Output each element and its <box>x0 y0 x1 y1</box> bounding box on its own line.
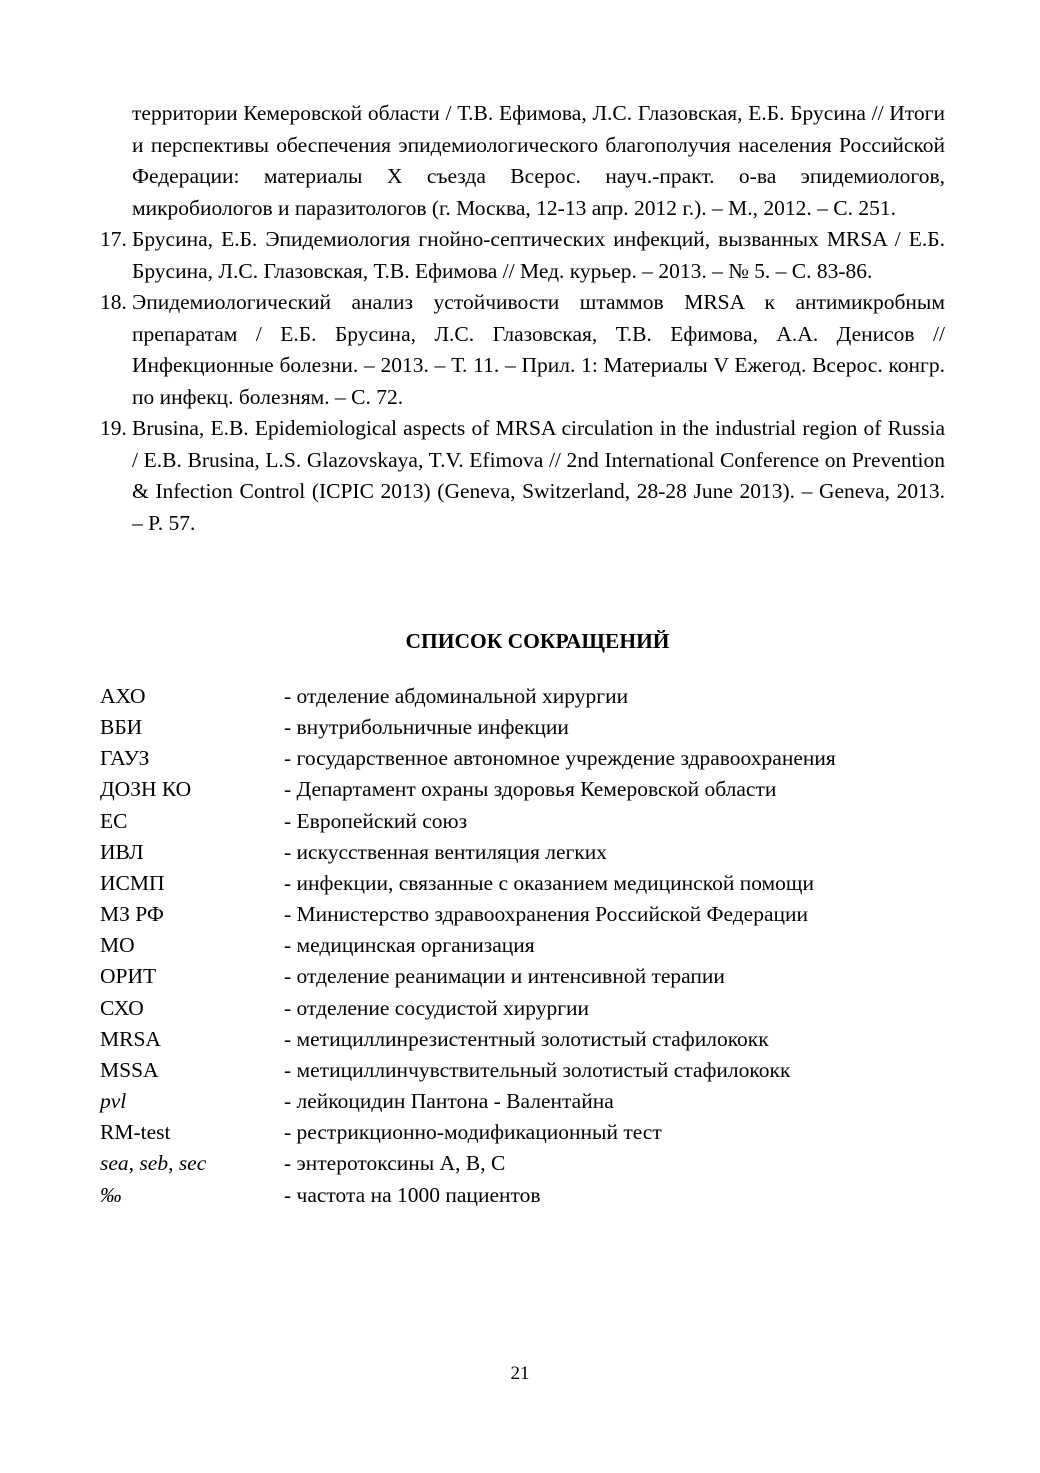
reference-item <box>100 287 945 413</box>
reference-text: Брусина, Е.Б. Эпидемиология гнойно-септических инфекций, вызванных MRSA / Е.Б. Брусина, Л.С. Глазовская, Т.В. Ефимова // Мед. курьер. – 2013. – № 5. – С. 83-86. <box>132 227 945 283</box>
reference-text: территории Кемеровской области / Т.В. Ефимова, Л.С. Глазовская, Е.Б. Брусина // Итоги и перспективы обеспечения эпидемиологического благополучия населения Российской Федерации: материалы X съезда Всерос. науч.-практ. о-ва эпидемиологов, микробиологов и паразитологов (г. Москва, 12-13 апр. 2012 г.). – М., 2012. – С. 251. <box>132 101 945 220</box>
reference-item <box>100 224 945 287</box>
abbreviation-definition: - инфекции, связанные с оказанием медицинской помощи <box>284 870 814 895</box>
abbreviation-row <box>100 1024 945 1055</box>
abbreviation-row <box>100 681 945 712</box>
abbreviation-row <box>100 1055 945 1086</box>
abbreviation-row <box>100 712 945 743</box>
abbreviation-term: МЗ РФ <box>100 902 164 927</box>
abbreviation-definition: - отделение абдоминальной хирургии <box>284 684 629 708</box>
abbreviation-row <box>100 774 945 805</box>
abbreviation-row <box>100 961 945 992</box>
abbreviation-definition: - медицинская организация <box>284 933 535 958</box>
abbreviation-term: ВБИ <box>100 715 143 740</box>
abbreviation-definition: - Европейский союз <box>284 808 468 833</box>
abbreviation-definition: - отделение сосудистой хирургии <box>284 995 590 1020</box>
reference-text: Эпидемиологический анализ устойчивости штаммов MRSA к антимикробным препаратам / Е.Б. Брусина, Л.С. Глазовская, Т.В. Ефимова, А.А. Денисов // Инфекционные болезни. – 2013. – Т. 11. – Прил. 1: Материалы V Ежегод. Всерос. конгр. по инфекц. болезням. – С. 72. <box>132 290 945 409</box>
abbreviation-definition: - Министерство здравоохранения Российской Федерации <box>284 902 809 927</box>
abbreviation-row <box>100 837 945 868</box>
abbreviation-term: СХО <box>100 995 144 1020</box>
abbreviation-row <box>100 1086 945 1117</box>
abbreviation-definition: - метициллинрезистентный золотистый стафилококк <box>284 1026 769 1051</box>
abbreviation-list <box>100 681 945 1211</box>
abbreviation-term: sea, seb, sec <box>100 1151 207 1176</box>
abbreviation-term: ОРИТ <box>100 964 157 989</box>
section-heading: СПИСОК СОКРАЩЕНИЙ <box>405 629 670 653</box>
abbreviation-term: ГАУЗ <box>100 746 150 771</box>
abbreviation-term: MRSA <box>100 1026 161 1051</box>
abbreviation-row <box>100 993 945 1024</box>
abbreviation-term: RM-test <box>100 1120 171 1145</box>
abbreviation-term: ИСМП <box>100 870 165 895</box>
abbreviation-row <box>100 1180 945 1211</box>
abbreviation-term: MSSA <box>100 1057 159 1082</box>
abbreviation-row <box>100 930 945 961</box>
reference-item <box>100 413 945 539</box>
abbreviation-term: АХО <box>100 684 146 708</box>
reference-number: 18. <box>100 290 127 314</box>
reference-number: 17. <box>100 227 127 251</box>
abbreviation-term: ‰ <box>100 1182 122 1207</box>
abbreviation-definition: - энтеротоксины А, В, С <box>284 1151 506 1176</box>
abbreviation-term: ДОЗН КО <box>100 777 192 802</box>
abbreviation-term: МО <box>100 933 135 958</box>
abbreviation-definition: - метициллинчувствительный золотистый стафилококк <box>284 1057 791 1082</box>
page-number: 21 <box>510 1363 530 1384</box>
abbreviation-definition: - внутрибольничные инфекции <box>284 715 569 740</box>
abbreviation-row <box>100 1148 945 1179</box>
reference-number: 19. <box>100 416 127 440</box>
abbreviation-row <box>100 1117 945 1148</box>
abbreviation-definition: - искусственная вентиляция легких <box>284 839 608 864</box>
abbreviation-row <box>100 743 945 774</box>
abbreviation-row <box>100 868 945 899</box>
abbreviation-term: ЕС <box>100 808 128 833</box>
abbreviation-term: ИВЛ <box>100 839 144 864</box>
reference-item <box>100 98 945 224</box>
reference-list <box>100 98 945 539</box>
abbreviation-definition: - отделение реанимации и интенсивной терапии <box>284 964 725 989</box>
abbreviation-definition: - частота на 1000 пациентов <box>284 1182 541 1207</box>
abbreviation-row <box>100 806 945 837</box>
abbreviation-definition: - рестрикционно-модификационный тест <box>284 1120 662 1145</box>
abbreviation-term: pvl <box>100 1089 127 1114</box>
abbreviation-definition: - Департамент охраны здоровья Кемеровской области <box>284 777 777 802</box>
abbreviation-definition: - лейкоцидин Пантона - Валентайна <box>284 1089 614 1114</box>
abbreviation-row <box>100 899 945 930</box>
reference-text: Brusina, E.B. Epidemiological aspects of MRSA circulation in the industrial region of Russia / E.B. Brusina, L.S. Glazovskaya, T.V. Efimova // 2nd International Conference on Prevention & Infection Control (ICPIC 2013) (Geneva, Switzerland, 28-28 June 2013). – Geneva, 2013. – P. 57. <box>132 416 945 535</box>
abbreviation-definition: - государственное автономное учреждение здравоохранения <box>284 746 836 771</box>
